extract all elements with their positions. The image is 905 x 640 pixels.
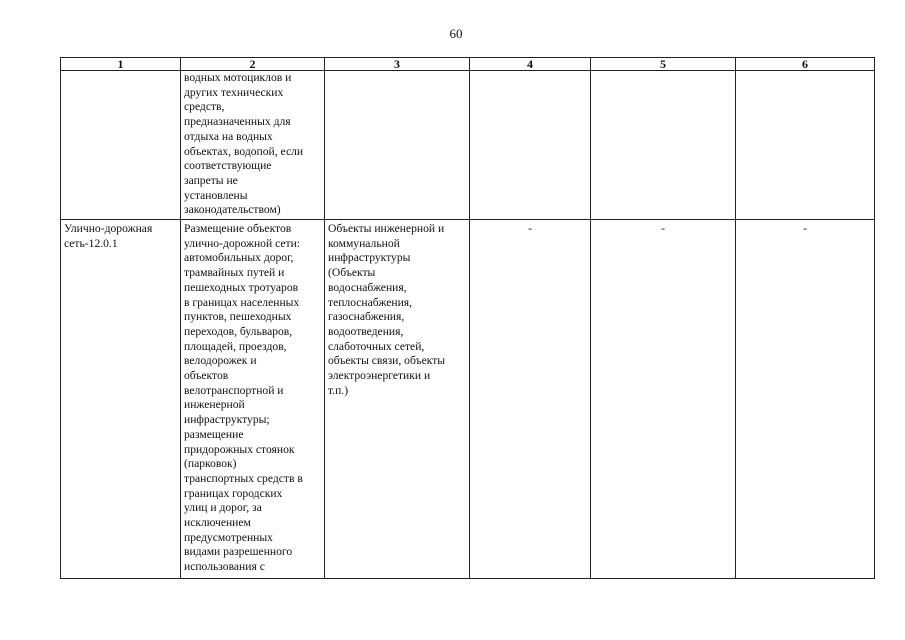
column-header-3: 3 (325, 58, 470, 71)
cell-col-5 (591, 71, 736, 220)
column-header-5: 5 (591, 58, 736, 71)
header-row (61, 58, 875, 71)
cell-use-type: Улично-дорожная сеть-12.0.1 (61, 220, 181, 579)
column-header-2: 2 (181, 58, 325, 71)
cell-use-description: Размещение объектов улично-дорожной сети: автомобильных дорог, трамвайных путей и пешеходных тротуаров в границах населенных пунктов, пешеходных переходов, бульваров, площадей, проездов, велодорожек и объектов велотранспортной и инженерной инфраструктуры; размещение придорожных стоянок (парковок) транспортных средств в границах городских улиц и дорог, за исключением предусмотренных видами разрешенного использования с (181, 220, 325, 579)
cell-use-description: водных мотоциклов и других технических средств, предназначенных для отдыха на водных объектах, водопой, если соответствующие запреты не установлены законодательством) (181, 71, 325, 220)
cell-auxiliary-use: Объекты инженерной и коммунальной инфраструктуры (Объекты водоснабжения, теплоснабжения, газоснабжения, водоотведения, слаботочных сетей, объекты связи, объекты электроэнергетики и т.п.) (325, 220, 470, 579)
table-row (61, 220, 875, 579)
page-number: 60 (449, 26, 463, 41)
column-header-4: 4 (470, 58, 591, 71)
cell-auxiliary-use (325, 71, 470, 220)
table-row (61, 71, 875, 220)
column-header-1: 1 (61, 58, 181, 71)
cell-col-5: - (591, 220, 736, 579)
cell-use-type (61, 71, 181, 220)
cell-col-6: - (736, 220, 875, 579)
column-header-6: 6 (736, 58, 875, 71)
land-use-table (60, 57, 875, 579)
cell-col-4: - (470, 220, 591, 579)
cell-col-4 (470, 71, 591, 220)
cell-col-6 (736, 71, 875, 220)
